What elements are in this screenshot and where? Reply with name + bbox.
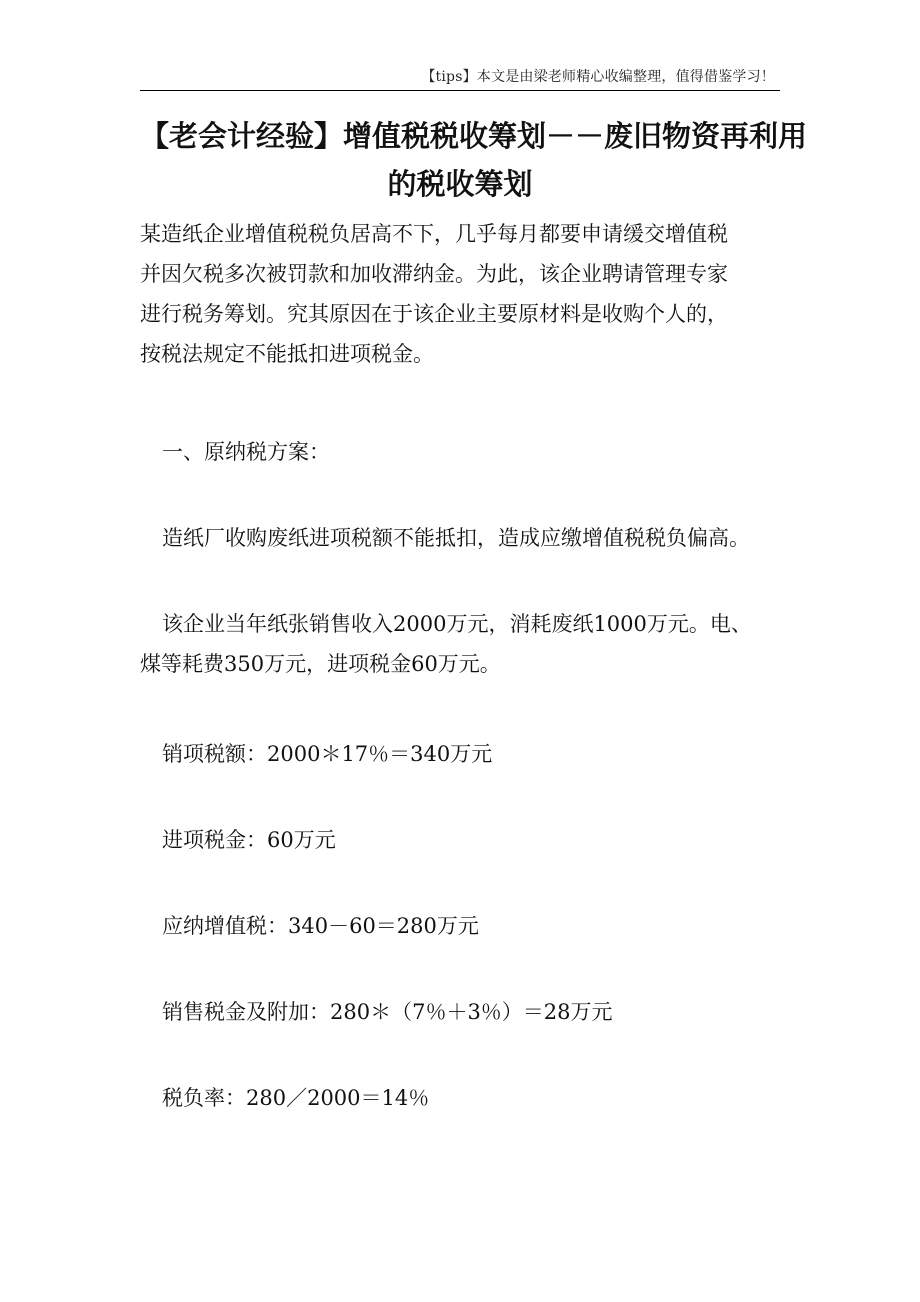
paragraph-input-tax-issue-text: 造纸厂收购废纸进项税额不能抵扣，造成应缴增值税税负偏高。 <box>162 526 750 550</box>
intro-line-4: 按税法规定不能抵扣进项税金。 <box>140 342 434 366</box>
title-line-2: 的税收筹划 <box>387 167 533 201</box>
vat-payable-line <box>140 906 790 946</box>
paragraph-financials <box>140 604 790 684</box>
document-title <box>140 112 808 208</box>
section-heading <box>140 432 790 472</box>
output-tax-line <box>140 734 790 774</box>
intro-line-3: 进行税务筹划。究其原因在于该企业主要原材料是收购个人的， <box>140 302 728 326</box>
intro-paragraph <box>140 214 790 374</box>
section-heading-text: 一、原纳税方案： <box>162 440 330 464</box>
tax-burden-line <box>140 1078 790 1118</box>
input-tax-line <box>140 820 790 860</box>
title-line-1: 【老会计经验】增值税税收筹划－－废旧物资再利用 <box>140 119 808 153</box>
header-divider <box>140 90 780 91</box>
paragraph-input-tax-issue <box>140 518 790 558</box>
surcharge-text: 销售税金及附加：280＊（7％＋3％）＝28万元 <box>162 1000 613 1024</box>
header-tip: 【tips】本文是由梁老师精心收编整理，值得借鉴学习！ <box>421 69 775 85</box>
intro-line-2: 并因欠税多次被罚款和加收滞纳金。为此，该企业聘请管理专家 <box>140 262 728 286</box>
intro-line-1: 某造纸企业增值税税负居高不下，几乎每月都要申请缓交增值税 <box>140 222 728 246</box>
surcharge-line <box>140 992 790 1032</box>
paragraph-financials-line-1: 该企业当年纸张销售收入2000万元，消耗废纸1000万元。电、 <box>162 612 752 636</box>
input-tax-text: 进项税金：60万元 <box>162 828 336 852</box>
vat-payable-text: 应纳增值税：340－60＝280万元 <box>162 914 479 938</box>
paragraph-financials-line-2: 煤等耗费350万元，进项税金60万元。 <box>140 652 501 676</box>
tax-burden-text: 税负率：280／2000＝14％ <box>162 1086 430 1110</box>
output-tax-text: 销项税额：2000＊17％＝340万元 <box>162 742 493 766</box>
